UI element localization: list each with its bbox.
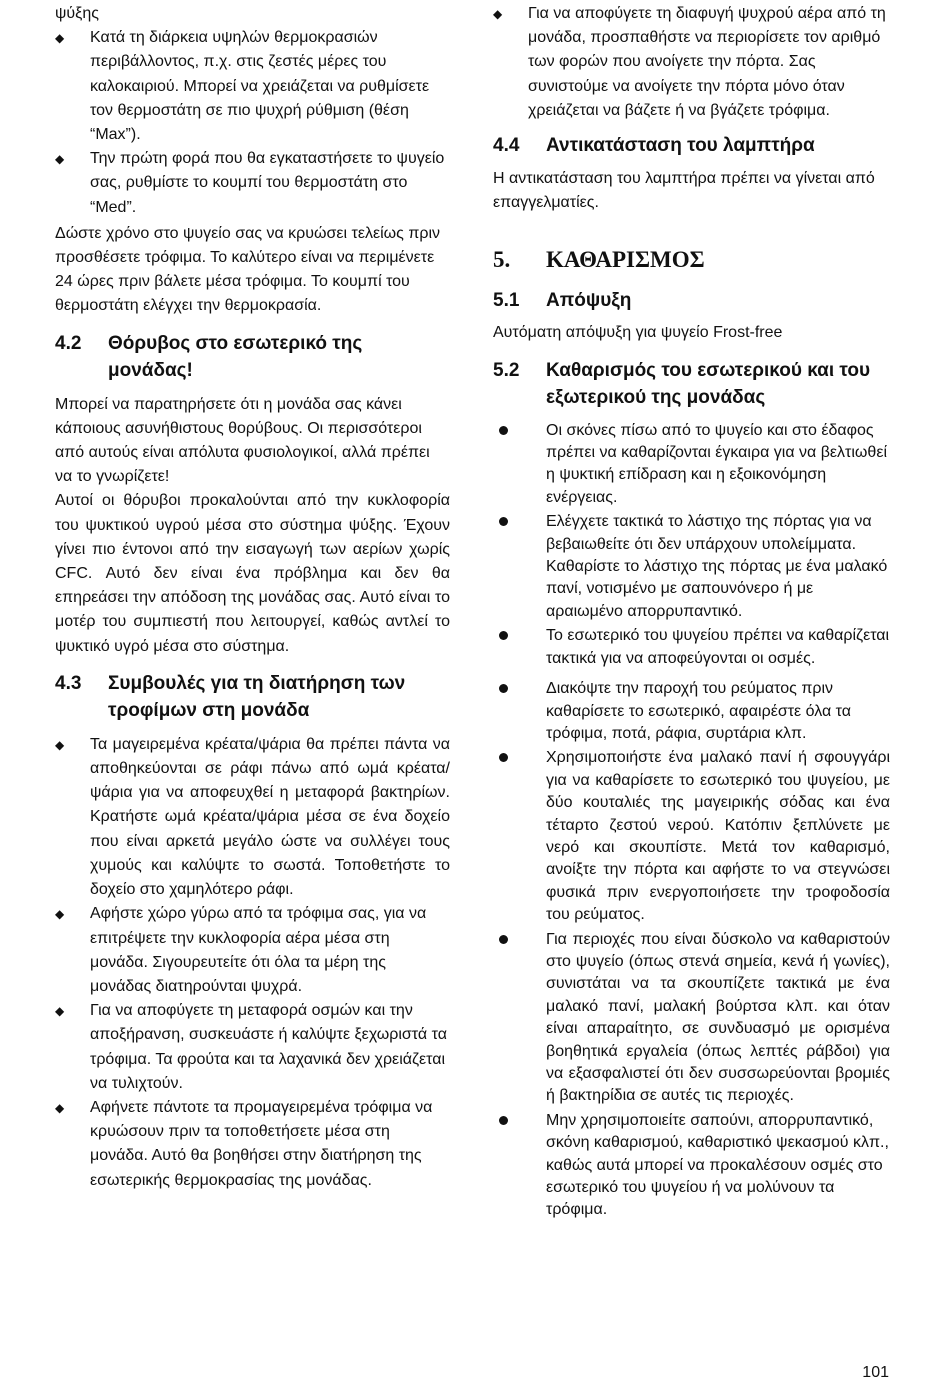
diamond-bullet-icon: ◆ (55, 907, 65, 922)
diamond-bullet-icon: ◆ (493, 7, 503, 21)
round-bullet-icon (499, 753, 508, 762)
list-item: ◆ Για να αποφύγετε τη μεταφορά οσμών και την αποξήρανση, συσκευάστε ή καλύψτε ξεχωριστά τα τρόφιμα. Τα φρούτα και τα λαχανικά δεν χρειάζεται να τυλιχτούν. (55, 1002, 447, 1092)
round-bullet-icon (499, 935, 508, 944)
bullet-list-top (55, 26, 450, 220)
bullet-list-food (55, 733, 450, 1193)
bullet-list-cleaning (493, 420, 890, 1222)
page-number: 101 (862, 1364, 889, 1381)
chapter-title: ΚΑΘΑΡΙΣΜΟΣ (546, 247, 705, 273)
right-column (493, 2, 890, 1222)
paragraph: Δώστε χρόνο στο ψυγείο σας να κρυώσει τελείως πριν προσθέσετε τρόφιμα. Το καλύτερο είναι να περιμένετε 24 ώρες πριν βάλετε μέσα τρόφιμα. Το κουμπί του θερμοστάτη ελέγχει την θερμοκρασία. (55, 224, 441, 315)
list-item: Μην χρησιμοποιείτε σαπούνι, απορρυπαντικό, σκόνη καθαρισμού, καθαριστικό ψεκασμού κλπ., καθώς αυτά μπορεί να προκαλέσουν οσμές στο εσωτερικό του ψυγείου ή να μολύνουν τα τρόφιμα. (493, 1110, 890, 1222)
section-heading-4-4 (493, 132, 890, 159)
round-bullet-icon (499, 684, 508, 693)
paragraph: Μπορεί να παρατηρήσετε ότι η μονάδα σας κάνει κάποιους ασυνήθιστους θορύβους. Οι περισσότεροι από αυτούς είναι απόλυτα φυσιολογικοί, αλλά πρέπει να το γνωρίζετε! (55, 395, 430, 486)
intro-fragment: ψύξης (55, 5, 99, 22)
round-bullet-icon (499, 1116, 508, 1125)
diamond-bullet-icon: ◆ (55, 31, 65, 46)
list-item: ◆ Τα μαγειρεμένα κρέατα/ψάρια θα πρέπει πάντα να αποθηκεύονται σε ράφι πάνω από ωμά κρέατα/ψάρια για να αποφευχθεί η μεταφορά βακτηρίων. Κρατήστε ωμά κρέατα/ψάρια μέσα σε ένα δοχείο που είναι αρκετά μεγάλο ώστε να συλλέγει τους χυμούς και καλύψτε το σωστά. Τοποθετήστε το δοχείο στο χαμηλότερο ράφι. (55, 735, 450, 899)
section-heading-5-1 (493, 287, 890, 314)
round-bullet-icon (499, 631, 508, 640)
list-item: Ελέγχετε τακτικά το λάστιχο της πόρτας για να βεβαιωθείτε ότι δεν υπάρχουν υπολείμματα. Καθαρίστε το λάστιχο της πόρτας με ένα μαλακό πανί, νοτισμένο με σαπουνόνερο ή με αραιωμένο απορρυπαντικό. (493, 511, 890, 623)
section-heading-5-2 (493, 357, 890, 411)
paragraph: Αυτοί οι θόρυβοι προκαλούνται από την κυκλοφορία του ψυκτικού υγρού μέσα στο σύστημα ψύξης. Έχουν γίνει πιο έντονοι από την εισαγωγή των αερίων χωρίς CFC. Αυτό δεν είναι ένα πρόβλημα και δεν θα επηρεάσει την απόδοση της μονάδας σας. Αυτό είναι το μοτέρ του συμπιεστή που λειτουργεί, καθώς αντλεί το ψυκτικό υγρό μέσα στο σύστημα. (55, 492, 450, 655)
chapter-number: 5. (493, 247, 511, 273)
section-heading-4-3 (55, 670, 450, 724)
diamond-bullet-icon: ◆ (55, 1100, 65, 1115)
list-item: Το εσωτερικό του ψυγείου πρέπει να καθαρίζεται τακτικά για να αποφεύγονται οι οσμές. (493, 625, 890, 670)
round-bullet-icon (499, 426, 508, 435)
section-title: Απόψυξη (546, 290, 632, 312)
list-item: Οι σκόνες πίσω από το ψυγείο και στο έδαφος πρέπει να καθαρίζονται έγκαιρα για να βελτιωθεί η ψυκτική επίδραση και η εξοικονόμηση ενέργειας. (493, 420, 890, 510)
bullet-list-door (493, 2, 890, 123)
section-number: 4.4 (493, 135, 520, 157)
section-heading-4-2 (55, 330, 450, 384)
section-title: Αντικατάσταση του λαμπτήρα (546, 135, 815, 157)
list-item: Χρησιμοποιήστε ένα μαλακό πανί ή σφουγγάρι για να καθαρίσετε το εσωτερικό του ψυγείου, με δύο κουταλιές της μαγειρικής σόδας και ένα τέταρτο ζεστού νερού. Κατόπιν ξεπλύνετε με νερό και σκουπίστε. Μετά τον καθαρισμό, ανοίξτε την πόρτα και αφήστε το να στεγνώσει φυσικά πριν ενεργοποιήσετε την τροφοδοσία του ρεύματος. (493, 747, 890, 926)
round-bullet-icon (499, 517, 508, 526)
section-title: Καθαρισμός του εσωτερικού και του εξωτερικού της μονάδας (546, 359, 871, 408)
section-number: 4.3 (55, 672, 82, 694)
diamond-bullet-icon: ◆ (55, 737, 65, 752)
section-number: 5.1 (493, 290, 520, 312)
list-item: ◆ Για να αποφύγετε τη διαφυγή ψυχρού αέρα από τη μονάδα, προσπαθήστε να περιορίσετε τον αριθμό των φορών που ανοίγετε την πόρτα. Σας συνιστούμε να ανοίγετε την πόρτα μόνο όταν χρειάζεται να βάζετε ή να βγάζετε τρόφιμα. (493, 5, 886, 119)
paragraph: Αυτόματη απόψυξη για ψυγείο Frost-free (493, 324, 783, 342)
diamond-bullet-icon: ◆ (55, 152, 65, 167)
section-number: 4.2 (55, 332, 82, 354)
list-item: ◆ Την πρώτη φορά που θα εγκαταστήσετε το ψυγείο σας, ρυθμίστε το κουμπί του θερμοστάτη στο “Med”. (55, 150, 445, 216)
list-item: ◆ Αφήστε χώρο γύρω από τα τρόφιμα σας, για να επιτρέψετε την κυκλοφορία αέρα μέσα στη μονάδα. Σιγουρευτείτε ότι όλα τα μέρη της μονάδας διατηρούνται ψυχρά. (55, 905, 427, 995)
chapter-heading-5 (493, 245, 890, 275)
list-item: Διακόψτε την παροχή του ρεύματος πριν καθαρίσετε το εσωτερικό, αφαιρέστε όλα τα τρόφιμα, ποτά, ράφια, συρτάρια κλπ. (493, 678, 890, 745)
section-title: Θόρυβος στο εσωτερικό της μονάδας! (108, 332, 363, 381)
left-column (55, 2, 450, 1193)
paragraph: Η αντικατάσταση του λαμπτήρα πρέπει να γίνεται από επαγγελματίες. (493, 170, 875, 212)
section-number: 5.2 (493, 359, 520, 381)
section-title: Συμβουλές για τη διατήρηση των τροφίμων στη μονάδα (108, 672, 406, 721)
list-item: Για περιοχές που είναι δύσκολο να καθαριστούν στο ψυγείο (όπως στενά σημεία, κενά ή γωνίες), συνιστάται να τα σκουπίζετε τακτικά με ένα μαλακό πανί, μαλακή βούρτσα κλπ. και όταν είναι απαραίτητο, σε συνδυασμό με ορισμένα βοηθητικά εργαλεία (όπως λεπτές ράβδοι) για να εξασφαλιστεί ότι δεν συσσωρεύονται βρομιές ή βακτηρίδια σε αυτές τις περιοχές. (493, 929, 890, 1108)
list-item: ◆ Αφήνετε πάντοτε τα προμαγειρεμένα τρόφιμα να κρυώσουν πριν τα τοποθετήσετε μέσα στη μονάδα. Αυτό θα βοηθήσει στην διατήρηση της εσωτερικής θερμοκρασίας της μονάδας. (55, 1098, 433, 1189)
list-item: ◆ Κατά τη διάρκεια υψηλών θερμοκρασιών περιβάλλοντος, π.χ. στις ζεστές μέρες του καλοκαιριού. Μπορεί να χρειάζεται να ρυθμίσετε τον θερμοστάτη σε πιο ψυχρή ρύθμιση (θέση “Max”). (55, 29, 430, 144)
diamond-bullet-icon: ◆ (55, 1004, 65, 1019)
